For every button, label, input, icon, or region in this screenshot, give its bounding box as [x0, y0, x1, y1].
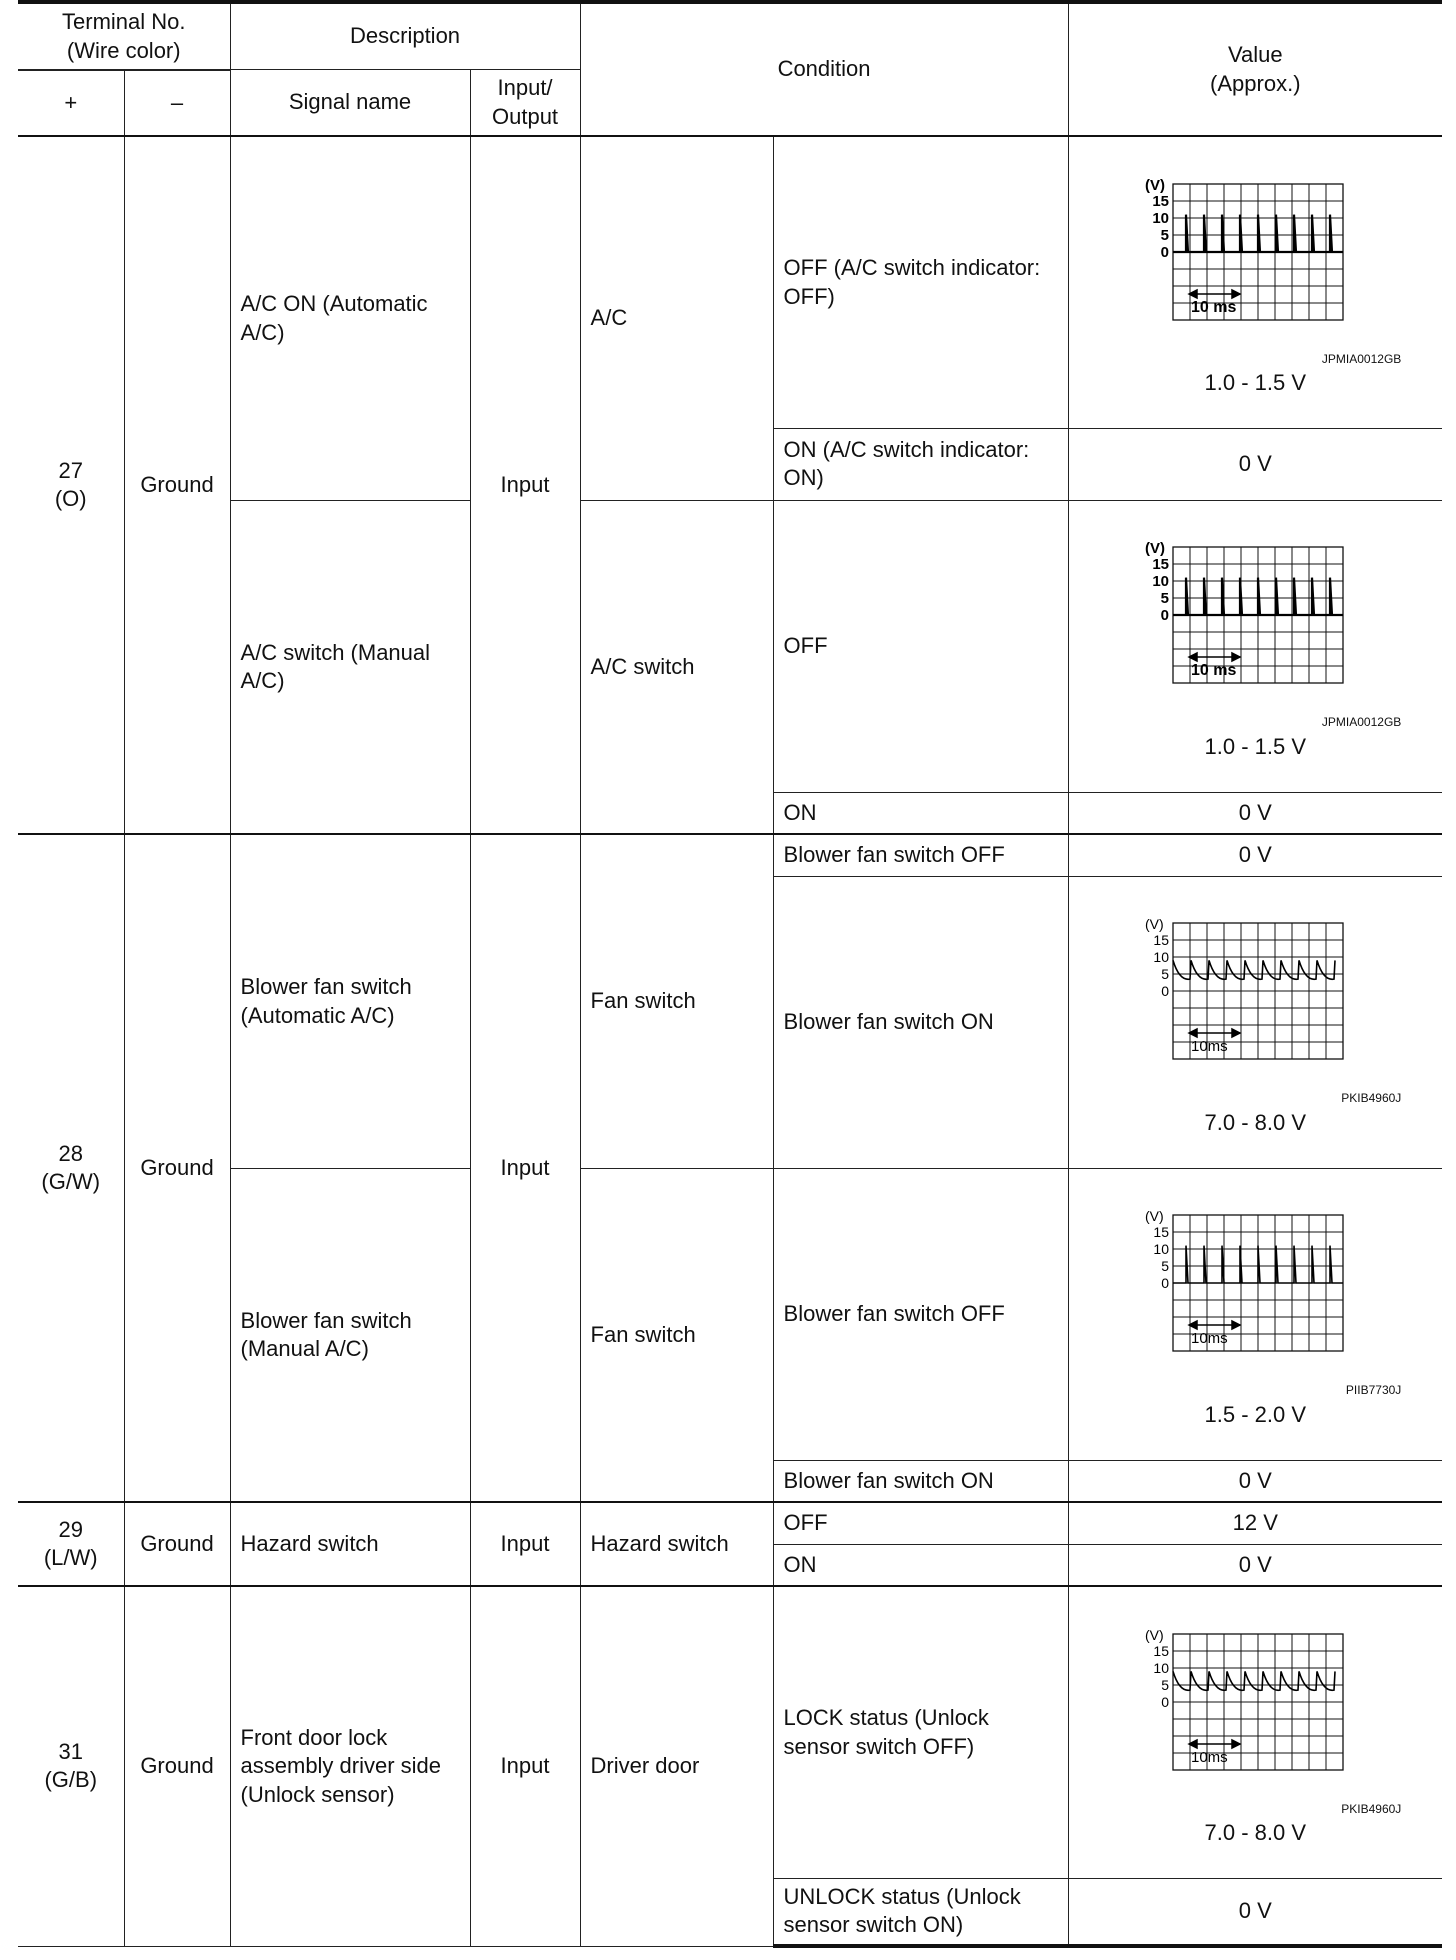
state-cell: Blower fan switch ON [773, 1460, 1068, 1502]
io-cell: Input [470, 834, 580, 1502]
value-cell: 0 V [1068, 428, 1442, 500]
waveform-graph [1115, 907, 1395, 1095]
figure-code: JPMIA0012GB [1321, 351, 1402, 366]
state-cell: Blower fan switch OFF [773, 1168, 1068, 1460]
condition-cell: Fan switch [580, 1168, 773, 1502]
value-cell [1068, 500, 1442, 792]
condition-cell: Hazard switch [580, 1502, 773, 1586]
ground-cell: Ground [124, 136, 230, 834]
waveform-graph [1115, 531, 1395, 719]
signal-name-cell: Blower fan switch (Automatic A/C) [230, 834, 470, 1168]
terminal-27-cell [18, 136, 124, 834]
signal-name-cell: Front door lock assembly driver side (Unlock sensor) [230, 1586, 470, 1946]
plus-header: + [18, 71, 124, 137]
io-cell: Input [470, 1586, 580, 1946]
value-text: 1.0 - 1.5 V [1204, 370, 1307, 396]
terminal-28-cell [18, 834, 124, 1502]
condition-cell: Fan switch [580, 834, 773, 1168]
time-scale-arrow [1189, 1740, 1240, 1748]
ground-cell: Ground [124, 1586, 230, 1946]
waveform-trace [1173, 578, 1343, 615]
value-cell: 0 V [1068, 1878, 1442, 1946]
terminal-number: 27 [58, 457, 83, 483]
time-scale-label: 10ms [1191, 1038, 1228, 1056]
waveform-figure [1105, 907, 1405, 1107]
axis-unit-label: (V) [1145, 1626, 1164, 1643]
condition-cell: Driver door [580, 1586, 773, 1946]
state-cell: OFF [773, 500, 1068, 792]
state-cell: Blower fan switch OFF [773, 834, 1068, 876]
value-cell [1068, 136, 1442, 428]
terminal-spec-page [18, 0, 1442, 1948]
axis-tick-label: 15 [1153, 1224, 1170, 1241]
axis-tick-label: 10 [1153, 949, 1170, 966]
state-cell: Blower fan switch ON [773, 876, 1068, 1168]
waveform-graph [1115, 1199, 1395, 1387]
terminal-31-cell [18, 1586, 124, 1946]
signal-name-cell: Blower fan switch (Manual A/C) [230, 1168, 470, 1502]
io-cell: Input [470, 136, 580, 834]
figure-code: PKIB4960J [1341, 1801, 1402, 1816]
axis-tick-label: 0 [1160, 243, 1170, 261]
figure-code: PIIB7730J [1345, 1383, 1402, 1398]
io-label-input: Input/ [497, 75, 553, 101]
axis-unit-label: (V) [1145, 176, 1166, 194]
signal-name-header: Signal name [230, 70, 470, 137]
value-header [1068, 2, 1442, 136]
state-cell: ON [773, 1544, 1068, 1586]
waveform-figure [1105, 1618, 1405, 1818]
axis-tick-label: 10 [1153, 1659, 1170, 1676]
axis-tick-label: 5 [1160, 590, 1170, 608]
axis-unit-label: (V) [1145, 540, 1166, 558]
state-cell: LOCK status (Unlock sensor switch OFF) [773, 1586, 1068, 1878]
time-scale-arrow [1189, 290, 1240, 298]
value-text: 7.0 - 8.0 V [1204, 1820, 1307, 1846]
terminal-no-label: Terminal No. [62, 9, 186, 34]
terminal-number: 29 [58, 1516, 83, 1542]
value-cell [1068, 876, 1442, 1168]
axis-tick-label: 15 [1152, 192, 1170, 210]
description-header: Description [230, 2, 580, 70]
axis-tick-label: 5 [1161, 1676, 1170, 1693]
axis-tick-label: 10 [1152, 573, 1170, 591]
axis-tick-label: 5 [1161, 1258, 1170, 1275]
waveform-trace [1173, 961, 1335, 980]
condition-header: Condition [580, 2, 1068, 136]
axis-tick-label: 15 [1153, 1642, 1170, 1659]
value-cell: 12 V [1068, 1502, 1442, 1544]
value-text: 7.0 - 8.0 V [1204, 1109, 1307, 1135]
io-cell: Input [470, 1502, 580, 1586]
time-scale-arrow [1189, 1029, 1240, 1037]
waveform-trace [1173, 1246, 1343, 1283]
signal-name-cell: A/C ON (Automatic A/C) [230, 136, 470, 500]
minus-header: – [124, 71, 230, 137]
waveform-graph [1115, 168, 1395, 356]
axis-tick-label: 5 [1161, 966, 1170, 983]
time-scale-label: 10ms [1191, 1330, 1228, 1348]
ground-cell: Ground [124, 834, 230, 1502]
waveform-trace [1173, 1671, 1335, 1690]
value-text: 1.5 - 2.0 V [1204, 1401, 1307, 1427]
terminal-number: 28 [58, 1140, 83, 1166]
time-scale-label: 10 ms [1191, 298, 1237, 316]
time-scale-label: 10ms [1191, 1748, 1228, 1766]
waveform-graph [1115, 1618, 1395, 1806]
terminal-number: 31 [58, 1738, 83, 1764]
wire-color: (G/B) [44, 1767, 98, 1793]
condition-cell: A/C [580, 136, 773, 500]
value-cell: 0 V [1068, 1460, 1442, 1502]
wire-color: (G/W) [41, 1169, 101, 1195]
state-cell: ON (A/C switch indicator: ON) [773, 428, 1068, 500]
io-label-output: Output [492, 103, 559, 129]
terminal-29-cell [18, 1502, 124, 1586]
value-text: 1.0 - 1.5 V [1204, 733, 1307, 759]
value-cell: 0 V [1068, 834, 1442, 876]
waveform-figure [1105, 531, 1405, 731]
axis-tick-label: 0 [1161, 983, 1170, 1000]
signal-name-cell: Hazard switch [230, 1502, 470, 1586]
approx-label: (Approx.) [1210, 70, 1301, 96]
state-cell: OFF (A/C switch indicator: OFF) [773, 136, 1068, 428]
value-cell: 0 V [1068, 792, 1442, 834]
axis-unit-label: (V) [1145, 916, 1164, 933]
wire-color: (L/W) [43, 1545, 98, 1571]
io-header [470, 70, 580, 137]
time-scale-arrow [1189, 1321, 1240, 1329]
axis-tick-label: 10 [1152, 209, 1170, 227]
axis-tick-label: 0 [1161, 1275, 1170, 1292]
axis-tick-label: 15 [1152, 556, 1170, 574]
time-scale-arrow [1189, 653, 1240, 661]
ground-cell: Ground [124, 1502, 230, 1586]
waveform-trace [1173, 214, 1343, 251]
wire-color: (O) [54, 486, 87, 512]
waveform-figure [1105, 1199, 1405, 1399]
figure-code: JPMIA0012GB [1321, 715, 1402, 730]
condition-cell: A/C switch [580, 500, 773, 834]
waveform-figure [1105, 168, 1405, 368]
terminal-spec-table [18, 0, 1442, 1948]
axis-tick-label: 0 [1161, 1693, 1170, 1710]
axis-tick-label: 15 [1153, 932, 1170, 949]
figure-code: PKIB4960J [1341, 1091, 1402, 1106]
value-cell [1068, 1168, 1442, 1460]
axis-tick-label: 5 [1160, 226, 1170, 244]
axis-unit-label: (V) [1145, 1208, 1164, 1225]
value-cell: 0 V [1068, 1544, 1442, 1586]
state-cell: OFF [773, 1502, 1068, 1544]
signal-name-cell: A/C switch (Manual A/C) [230, 500, 470, 834]
value-cell [1068, 1586, 1442, 1878]
wire-color-label: (Wire color) [66, 37, 181, 63]
axis-tick-label: 10 [1153, 1241, 1170, 1258]
state-cell: UNLOCK status (Unlock sensor switch ON) [773, 1878, 1068, 1946]
time-scale-label: 10 ms [1191, 662, 1237, 680]
terminal-no-header [18, 2, 230, 70]
value-label: Value [1227, 42, 1283, 68]
state-cell: ON [773, 792, 1068, 834]
axis-tick-label: 0 [1160, 607, 1170, 625]
